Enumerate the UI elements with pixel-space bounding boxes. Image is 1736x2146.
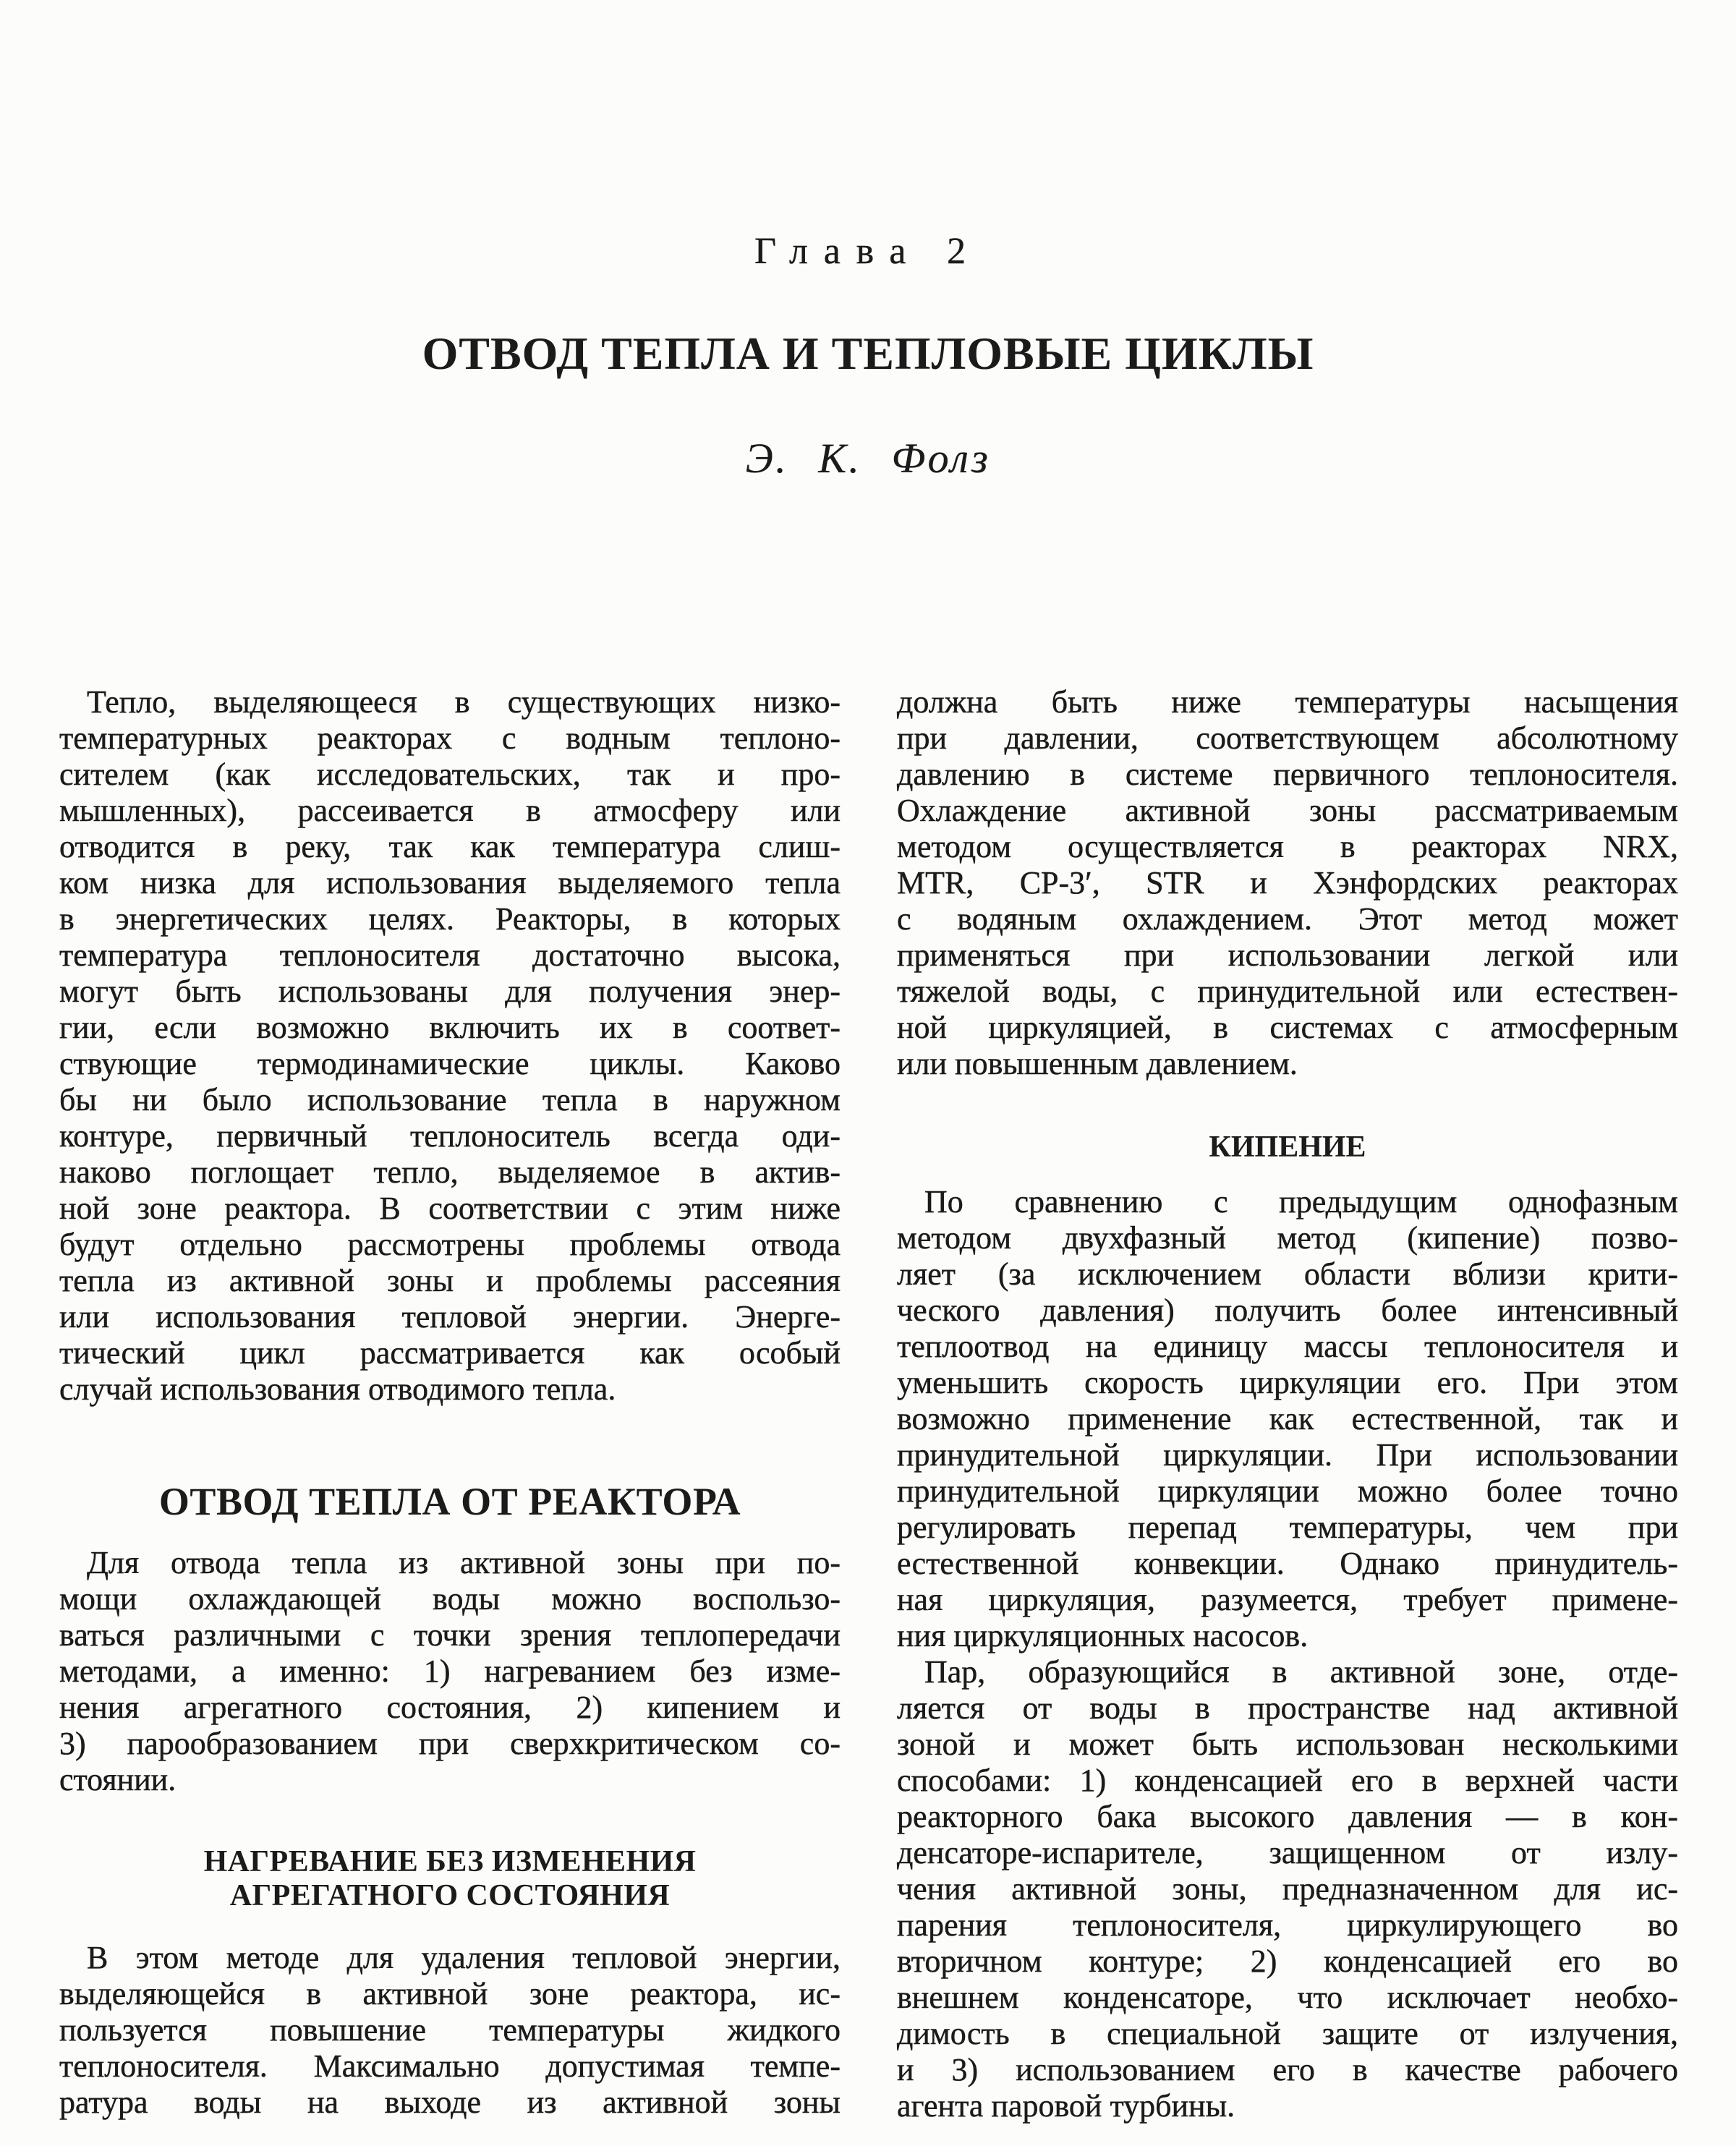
text-line: ной циркуляцией, в системах с атмосферным xyxy=(897,1010,1678,1045)
text-line: нения агрегатного состояния, 2) кипением и xyxy=(59,1690,841,1725)
text-line: 3) парообразованием при сверхкритическом со- xyxy=(59,1726,841,1761)
text-line: ратура воды на выходе из активной зоны xyxy=(59,2085,841,2120)
text-line: пользуется повышение температуры жидкого xyxy=(59,2012,841,2048)
text-line: парения теплоносителя, циркулирующего во xyxy=(897,1907,1678,1943)
text-line: реакторного бака высокого давления — в кон- xyxy=(897,1799,1678,1834)
text-line: ческого давления) получить более интенсивный xyxy=(897,1293,1678,1328)
text-line: тический цикл рассматривается как особый xyxy=(59,1335,841,1371)
text-line: чения активной зоны, предназначенном для ис- xyxy=(897,1871,1678,1907)
text-line: с водяным охлаждением. Этот метод может xyxy=(897,901,1678,937)
text-line: температура теплоносителя достаточно высока, xyxy=(59,937,841,973)
text-line: стоянии. xyxy=(59,1762,176,1797)
text-line: ствующие термодинамические циклы. Каково xyxy=(59,1046,841,1081)
text-line: гии, если возможно включить их в соответ- xyxy=(59,1010,841,1045)
text-line: ваться различными с точки зрения теплопередачи xyxy=(59,1617,841,1653)
text-line: возможно применение как естественной, так и xyxy=(897,1401,1678,1436)
section-heading-heat-removal: ОТВОД ТЕПЛА ОТ РЕАКТОРА xyxy=(158,1480,741,1523)
text-line: димость в специальной защите от излучения, xyxy=(897,2016,1678,2051)
text-line: НАГРЕВАНИЕ БЕЗ ИЗМЕНЕНИЯ xyxy=(203,1845,697,1878)
text-line: случай использования отводимого тепла. xyxy=(59,1371,616,1407)
left-column xyxy=(59,684,841,2121)
text-line: выделяющейся в активной зоне реактора, ис- xyxy=(59,1976,841,2011)
text-line: тяжелой воды, с принудительной или естествен- xyxy=(897,974,1678,1009)
text-line: мощи охлаждающей воды можно воспользо- xyxy=(59,1581,841,1617)
text-line: методом двухфазный метод (кипение) позво- xyxy=(897,1220,1678,1256)
text-line: и 3) использованием его в качестве рабочего xyxy=(897,2052,1678,2087)
text-line: в энергетических целях. Реакторы, в которых xyxy=(59,901,841,937)
text-line: MTR, CP-3′, STR и Хэнфордских реакторах xyxy=(897,865,1678,900)
text-line: естественной конвекции. Однако принудитель- xyxy=(897,1546,1678,1581)
text-line: способами: 1) конденсацией его в верхней части xyxy=(897,1763,1678,1798)
text-line: применяться при использовании легкой или xyxy=(897,937,1678,973)
text-line: при давлении, соответствующем абсолютному xyxy=(897,720,1678,756)
section-heading-boiling: КИПЕНИЕ xyxy=(1209,1131,1366,1164)
text-line: или использования тепловой энергии. Энерге- xyxy=(59,1299,841,1334)
text-line: ком низка для использования выделяемого тепла xyxy=(59,865,841,900)
text-line: наково поглощает тепло, выделяемое в актив- xyxy=(59,1154,841,1190)
chapter-label: Глава 2 xyxy=(754,231,982,272)
text-line: должна быть ниже температуры насыщения xyxy=(897,684,1678,720)
text-line: В этом методе для удаления тепловой энергии, xyxy=(87,1940,841,1975)
text-line: уменьшить скорость циркуляции его. При этом xyxy=(897,1365,1678,1400)
text-line: ния циркуляционных насосов. xyxy=(897,1618,1309,1653)
right-paragraph-1 xyxy=(897,684,1678,1082)
text-line: принудительной циркуляции. При использовании xyxy=(897,1437,1678,1473)
text-line: регулировать перепад температуры, чем при xyxy=(897,1510,1678,1545)
text-line: мышленных), рассеивается в атмосферу или xyxy=(59,793,841,828)
text-line: теплоотвод на единицу массы теплоносителя и xyxy=(897,1329,1678,1364)
text-line: методами, а именно: 1) нагреванием без изме- xyxy=(59,1653,841,1689)
text-line: АГРЕГАТНОГО СОСТОЯНИЯ xyxy=(229,1879,671,1912)
text-line: внешнем конденсаторе, что исключает необхо- xyxy=(897,1980,1678,2015)
left-paragraph-2 xyxy=(59,1545,841,1798)
text-line: принудительной циркуляции можно более точно xyxy=(897,1473,1678,1509)
text-line: будут отдельно рассмотрены проблемы отвода xyxy=(59,1227,841,1262)
text-line: могут быть использованы для получения энер- xyxy=(59,974,841,1009)
text-line: Пар, образующийся в активной зоне, отде- xyxy=(924,1654,1678,1690)
text-line: ной зоне реактора. В соответствии с этим ниже xyxy=(59,1191,841,1226)
text-line: давлению в системе первичного теплоносителя. xyxy=(897,757,1678,792)
right-column xyxy=(897,684,1678,2124)
chapter-title: ОТВОД ТЕПЛА И ТЕПЛОВЫЕ ЦИКЛЫ xyxy=(422,328,1314,379)
text-line: вторичном контуре; 2) конденсацией его во xyxy=(897,1943,1678,1979)
subsection-heading-no-phase-change xyxy=(59,1845,841,1913)
text-line: По сравнению с предыдущим однофазным xyxy=(924,1184,1678,1219)
right-paragraph-3 xyxy=(897,1654,1678,2124)
text-line: сителем (как исследовательских, так и про- xyxy=(59,757,841,792)
left-paragraph-1 xyxy=(59,684,841,1408)
text-line: Для отвода тепла из активной зоны при по- xyxy=(87,1545,841,1580)
text-line: Тепло, выделяющееся в существующих низко- xyxy=(87,684,841,720)
text-line: бы ни было использование тепла в наружном xyxy=(59,1082,841,1117)
right-paragraph-2 xyxy=(897,1184,1678,1654)
text-line: температурных реакторах с водным теплоно- xyxy=(59,720,841,756)
text-line: теплоносителя. Максимально допустимая темпе- xyxy=(59,2048,841,2084)
text-line: Охлаждение активной зоны рассматриваемым xyxy=(897,793,1678,828)
text-line: ляется от воды в пространстве над активной xyxy=(897,1690,1678,1726)
text-line: ная циркуляция, разумеется, требует примене- xyxy=(897,1582,1678,1617)
text-line: агента паровой турбины. xyxy=(897,2088,1235,2124)
left-paragraph-3 xyxy=(59,1940,841,2121)
text-line: денсаторе-испарителе, защищенном от излу- xyxy=(897,1835,1678,1870)
text-line: контуре, первичный теплоноситель всегда оди- xyxy=(59,1118,841,1154)
text-line: ляет (за исключением области вблизи крити- xyxy=(897,1256,1678,1292)
text-line: методом осуществляется в реакторах NRX, xyxy=(897,829,1678,864)
text-line: или повышенным давлением. xyxy=(897,1046,1298,1081)
text-line: отводится в реку, так как температура слиш- xyxy=(59,829,841,864)
text-line: тепла из активной зоны и проблемы рассеяния xyxy=(59,1263,841,1298)
text-line: зоной и может быть использован несколькими xyxy=(897,1726,1678,1762)
chapter-author: Э. К. Фолз xyxy=(745,435,991,482)
